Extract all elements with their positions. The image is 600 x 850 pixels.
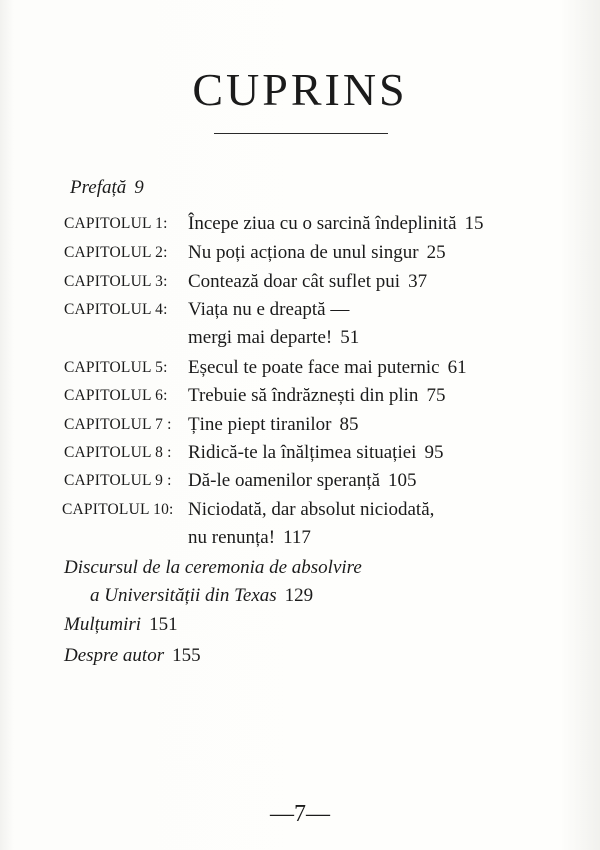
chapter-label: CAPITOLUL 8 : — [64, 444, 172, 461]
chapter-title-line — [188, 298, 349, 322]
chapter-title-line — [188, 413, 359, 437]
toc-entry-title: Despre autor — [64, 645, 165, 666]
chapter-title-line — [188, 270, 427, 294]
chapter-label: CAPITOLUL 1: — [64, 215, 168, 232]
toc-entry-title-line — [90, 584, 313, 608]
chapter-title: Dă-le oamenilor speranță — [188, 470, 381, 491]
chapter-title-line — [188, 212, 484, 236]
toc-entry-title-continued: a Universității din Texas — [90, 585, 277, 606]
chapter-label: CAPITOLUL 5: — [64, 359, 168, 376]
toc-entry-acknowledgements — [64, 613, 178, 637]
chapter-title-line — [188, 356, 467, 380]
toc-entry-title: Prefață — [70, 177, 127, 198]
chapter-title-line — [188, 384, 445, 408]
chapter-label: CAPITOLUL 7 : — [64, 416, 172, 433]
chapter-title-line — [188, 241, 446, 265]
chapter-title: Eșecul te poate face mai puternic — [188, 357, 440, 378]
toc-entry-page: 25 — [426, 242, 446, 263]
toc-entry-page: 15 — [464, 213, 484, 234]
chapter-title: Începe ziua cu o sarcină îndeplinită — [188, 213, 457, 234]
toc-entry-page: 37 — [408, 271, 428, 292]
chapter-title: Ridică-te la înălțimea situației — [188, 442, 417, 463]
toc-entry-page: 105 — [388, 470, 417, 491]
chapter-title-continued: mergi mai departe! — [188, 327, 333, 348]
toc-entry-page: 51 — [340, 327, 360, 348]
toc-entry-page: 75 — [426, 385, 446, 406]
toc-entry-page: 117 — [283, 527, 311, 548]
toc-entry-title: Discursul de la ceremonia de absolvire — [64, 557, 362, 578]
toc-entry-about-author — [64, 644, 201, 668]
toc-entry-title: Mulțumiri — [64, 614, 142, 635]
page-number: —7— — [270, 801, 330, 827]
chapter-label: CAPITOLUL 2: — [64, 244, 168, 261]
chapter-title-line — [188, 441, 443, 465]
toc-entry-page: 155 — [172, 645, 201, 666]
chapter-title: Viața nu e dreaptă — — [188, 299, 350, 320]
toc-entry-page: 61 — [447, 357, 467, 378]
chapter-title: Niciodată, dar absolut niciodată, — [188, 499, 435, 520]
chapter-label: CAPITOLUL 10: — [62, 501, 174, 518]
chapter-title-continued: nu renunța! — [188, 527, 276, 548]
toc-entry-page: 95 — [424, 442, 444, 463]
toc-entry-page: 9 — [134, 177, 144, 198]
chapter-label: CAPITOLUL 3: — [64, 273, 168, 290]
chapter-title-line — [188, 326, 359, 350]
chapter-title-line — [188, 526, 311, 550]
chapter-title: Trebuie să îndrăznești din plin — [188, 385, 419, 406]
toc-entry-page: 151 — [149, 614, 178, 635]
toc-entry-preface — [70, 176, 144, 200]
page-title: CUPRINS — [192, 64, 408, 115]
chapter-title: Nu poți acționa de unul singur — [188, 242, 419, 263]
chapter-title: Contează doar cât suflet pui — [188, 271, 401, 292]
chapter-title-line — [188, 469, 417, 493]
chapter-title-line — [188, 498, 434, 522]
chapter-label: CAPITOLUL 6: — [64, 387, 168, 404]
toc-entry-page: 129 — [284, 585, 314, 606]
toc-entry-page: 85 — [339, 414, 359, 435]
chapter-label: CAPITOLUL 9 : — [64, 472, 172, 489]
chapter-title: Ține piept tiranilor — [188, 414, 332, 435]
chapter-label: CAPITOLUL 4: — [64, 301, 168, 318]
